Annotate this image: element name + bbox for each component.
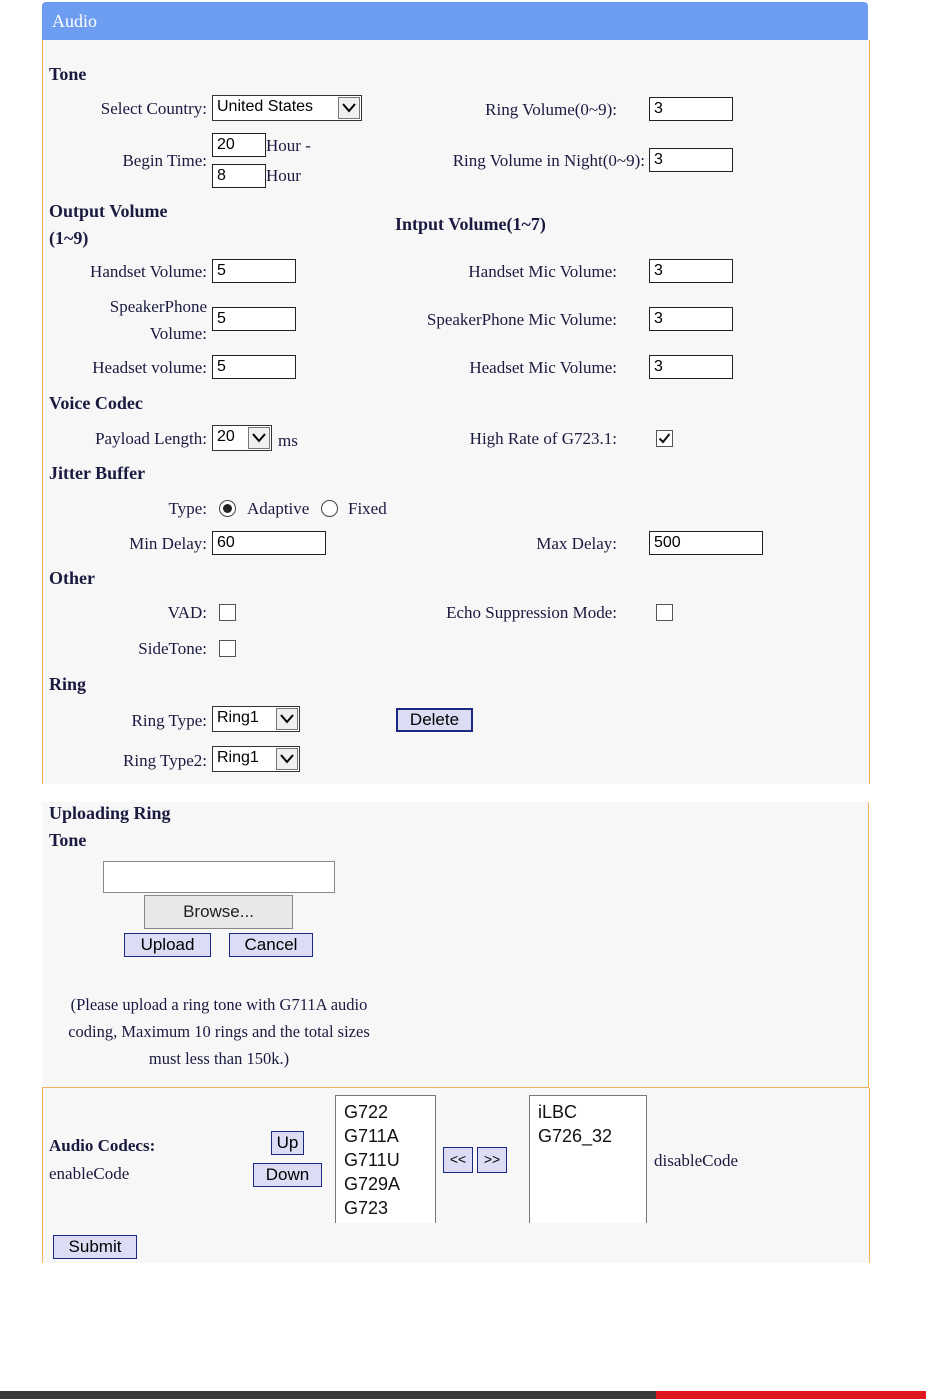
min-delay-label: Min Delay:: [129, 534, 207, 553]
high-rate-checkbox[interactable]: [656, 430, 673, 447]
upload-note: [49, 991, 389, 1072]
ring-type2-label: Ring Type2:: [123, 751, 207, 770]
enabled-codecs-list[interactable]: [335, 1095, 436, 1223]
handset-volume-label: Handset Volume:: [90, 262, 207, 281]
speakerphone-volume-input[interactable]: 5: [212, 307, 296, 331]
handset-mic-label: Handset Mic Volume:: [468, 262, 617, 281]
cancel-upload-button[interactable]: Cancel: [229, 933, 313, 957]
move-down-button[interactable]: Down: [253, 1163, 322, 1187]
browse-button[interactable]: Browse...: [144, 895, 293, 929]
fixed-radio[interactable]: [321, 500, 338, 517]
ring-night-input[interactable]: 3: [649, 148, 733, 172]
headset-mic-input[interactable]: 3: [649, 355, 733, 379]
country-label: Select Country:: [100, 99, 207, 118]
checkmark-icon: [657, 431, 672, 446]
high-rate-label: High Rate of G723.1:: [469, 429, 617, 448]
ring-type-label: Ring Type:: [131, 711, 207, 730]
payload-length-select[interactable]: [212, 425, 272, 451]
fixed-label: Fixed: [348, 499, 387, 518]
handset-mic-input[interactable]: 3: [649, 259, 733, 283]
ring-type2-select[interactable]: [212, 746, 300, 772]
end-hour-input[interactable]: 8: [212, 164, 266, 188]
section-output-volume: Output Volume: [49, 201, 168, 221]
chevron-down-icon: [338, 97, 360, 119]
vad-label: VAD:: [167, 603, 207, 622]
footer-bar-accent: [656, 1391, 926, 1399]
disable-code-label: disableCode: [654, 1151, 739, 1170]
list-item[interactable]: G711U: [344, 1150, 400, 1170]
move-up-button[interactable]: Up: [271, 1131, 304, 1155]
move-left-button[interactable]: <<: [443, 1147, 473, 1173]
payload-unit: ms: [278, 431, 298, 450]
section-ring: Ring: [49, 674, 87, 694]
begin-hour-suffix: Hour -: [266, 136, 311, 155]
section-jitter-buffer: Jitter Buffer: [49, 463, 146, 483]
ring-type2-value: Ring1: [217, 749, 259, 766]
page-header: [42, 2, 868, 40]
ring-type-value: Ring1: [217, 709, 259, 726]
min-delay-input[interactable]: 60: [212, 531, 326, 555]
end-hour-suffix: Hour: [266, 166, 301, 185]
enable-code-label: enableCode: [49, 1164, 130, 1183]
section-output-volume-range: (1~9): [49, 228, 89, 248]
headset-volume-label: Headset volume:: [92, 358, 207, 377]
begin-time-label: Begin Time:: [122, 151, 207, 170]
chevron-down-icon: [248, 427, 270, 449]
speakerphone-volume-label-line2: Volume:: [149, 324, 207, 343]
payload-length-label: Payload Length:: [95, 429, 207, 448]
headset-mic-label: Headset Mic Volume:: [469, 358, 617, 377]
country-select[interactable]: [212, 95, 362, 121]
upload-note-line3: must less than 150k.): [148, 1049, 290, 1068]
speakerphone-mic-label: SpeakerPhone Mic Volume:: [426, 310, 617, 329]
begin-hour-input[interactable]: 20: [212, 133, 266, 157]
country-value: United States: [217, 98, 314, 115]
sidetone-label: SideTone:: [138, 639, 207, 658]
payload-length-value: 20: [217, 428, 235, 445]
section-voice-codec: Voice Codec: [49, 393, 143, 413]
section-other: Other: [49, 568, 95, 588]
list-item[interactable]: G722: [344, 1102, 389, 1122]
radio-selected-dot: [223, 504, 232, 513]
list-item[interactable]: G723: [344, 1198, 389, 1218]
list-item[interactable]: G711A: [344, 1126, 399, 1146]
file-path-input[interactable]: [103, 861, 335, 893]
page-title: Audio: [52, 11, 97, 31]
section-audio-codecs: Audio Codecs:: [49, 1136, 156, 1155]
chevron-down-icon: [276, 708, 298, 730]
max-delay-label: Max Delay:: [536, 534, 617, 553]
section-upload-ring-line2: Tone: [49, 830, 87, 850]
list-item[interactable]: G729A: [344, 1174, 401, 1194]
headset-volume-input[interactable]: 5: [212, 355, 296, 379]
max-delay-input[interactable]: 500: [649, 531, 763, 555]
adaptive-radio[interactable]: [219, 500, 236, 517]
chevron-down-icon: [276, 748, 298, 770]
list-item[interactable]: iLBC: [538, 1102, 578, 1122]
section-tone: Tone: [49, 64, 87, 84]
ring-volume-label: Ring Volume(0~9):: [485, 100, 617, 119]
move-right-button[interactable]: >>: [477, 1147, 507, 1173]
ring-type-select[interactable]: [212, 706, 300, 732]
sidetone-checkbox[interactable]: [219, 640, 236, 657]
jitter-type-label: Type:: [168, 499, 207, 518]
ring-night-label: Ring Volume in Night(0~9):: [452, 151, 645, 170]
section-input-volume: Intput Volume(1~7): [395, 214, 546, 234]
list-item[interactable]: G726_32: [538, 1126, 613, 1146]
disabled-codecs-list[interactable]: [529, 1095, 647, 1223]
submit-button[interactable]: Submit: [53, 1235, 137, 1259]
footer-bar-dark: [0, 1391, 656, 1399]
handset-volume-input[interactable]: 5: [212, 259, 296, 283]
upload-note-line2: coding, Maximum 10 rings and the total sizes: [68, 1022, 370, 1041]
delete-ring-button[interactable]: Delete: [396, 708, 473, 732]
vad-checkbox[interactable]: [219, 604, 236, 621]
upload-note-line1: (Please upload a ring tone with G711A audio: [70, 995, 368, 1014]
speakerphone-mic-input[interactable]: 3: [649, 307, 733, 331]
audio-codecs-panel: [42, 1088, 870, 1263]
echo-suppression-checkbox[interactable]: [656, 604, 673, 621]
echo-suppression-label: Echo Suppression Mode:: [446, 603, 617, 622]
upload-button[interactable]: Upload: [124, 933, 211, 957]
ring-volume-input[interactable]: 3: [649, 97, 733, 121]
section-upload-ring: Uploading Ring: [49, 803, 171, 823]
speakerphone-volume-label-line1: SpeakerPhone: [109, 297, 207, 316]
adaptive-label: Adaptive: [247, 499, 310, 518]
